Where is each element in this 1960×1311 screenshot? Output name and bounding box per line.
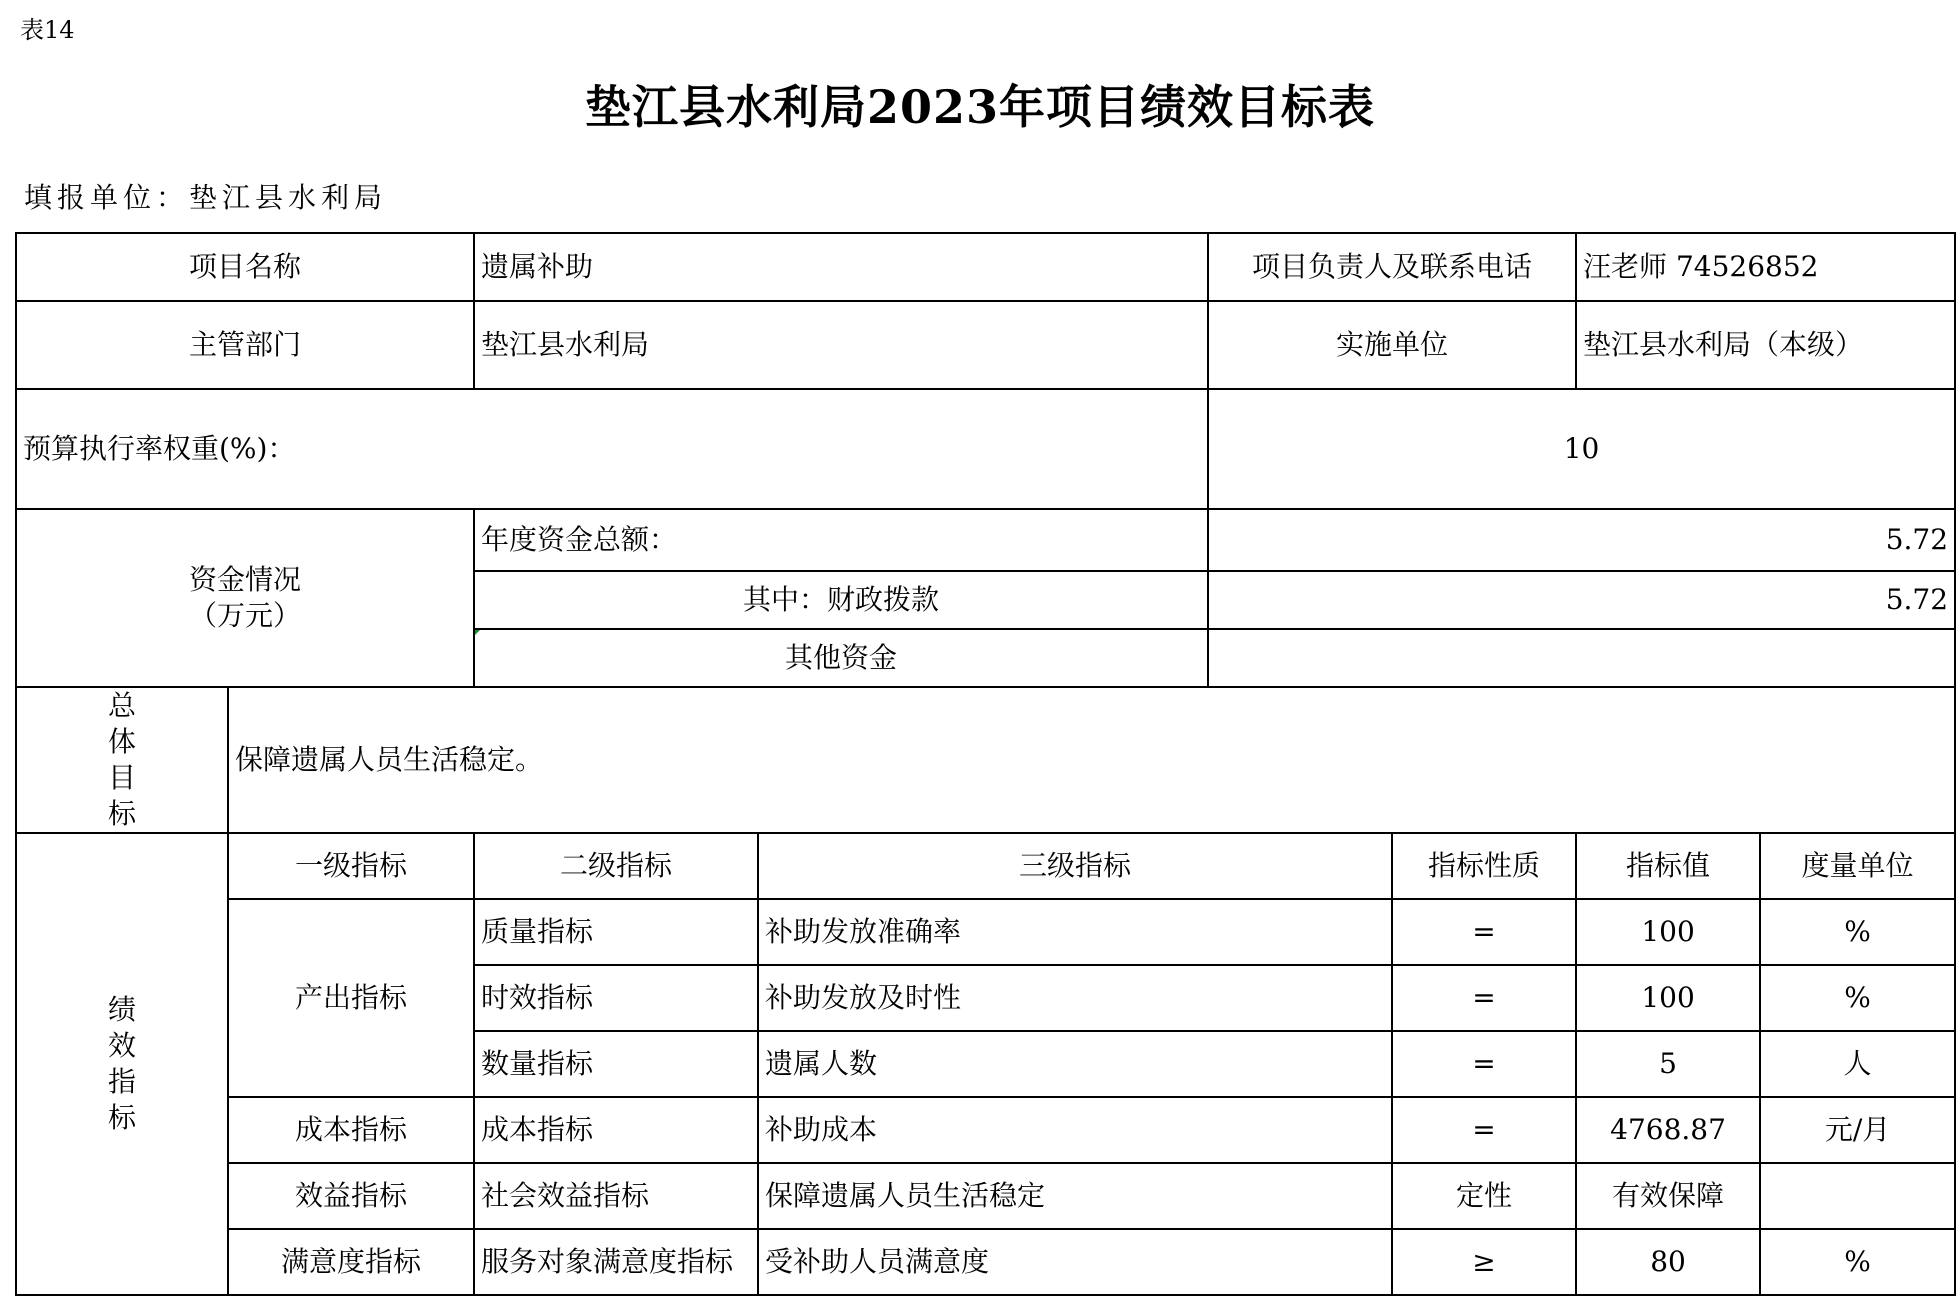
unit-cell: % (1760, 965, 1955, 1031)
nature-cell: = (1392, 965, 1576, 1031)
header-value: 指标值 (1576, 833, 1760, 899)
annual-total-label: 年度资金总额： (474, 509, 1208, 571)
group-output: 产出指标 (228, 899, 474, 1097)
table-number: 表14 (20, 16, 75, 44)
other-funds-value (1208, 629, 1955, 687)
nature-cell: = (1392, 1031, 1576, 1097)
perf-label-char: 标 (107, 1101, 136, 1134)
level2-cell: 服务对象满意度指标 (474, 1229, 758, 1295)
impl-unit-label: 实施单位 (1208, 301, 1576, 389)
value-cell: 有效保障 (1576, 1163, 1760, 1229)
level2-cell: 时效指标 (474, 965, 758, 1031)
level3-cell: 遗属人数 (758, 1031, 1392, 1097)
header-unit: 度量单位 (1760, 833, 1955, 899)
nature-cell: ≥ (1392, 1229, 1576, 1295)
value-cell: 4768.87 (1576, 1097, 1760, 1163)
other-funds-label: 其他资金 (474, 629, 1208, 687)
group-benefit: 效益指标 (228, 1163, 474, 1229)
value-cell: 5 (1576, 1031, 1760, 1097)
budget-rate-value: 10 (1208, 389, 1955, 509)
fiscal-value: 5.72 (1208, 571, 1955, 629)
unit-cell (1760, 1163, 1955, 1229)
row-budget-rate (16, 389, 1955, 509)
perf-label-char: 绩 (107, 993, 136, 1026)
perf-header-row (16, 833, 1955, 899)
perf-label-char: 指 (107, 1065, 136, 1098)
level3-cell: 补助成本 (758, 1097, 1392, 1163)
row-overall-goal (16, 687, 1955, 833)
value-cell: 100 (1576, 965, 1760, 1031)
funds-label-line2: （万元） (189, 599, 302, 632)
contact-label: 项目负责人及联系电话 (1208, 233, 1576, 301)
dept-label: 主管部门 (16, 301, 474, 389)
impl-unit-value: 垫江县水利局（本级） (1576, 301, 1955, 389)
overall-goal-value: 保障遗属人员生活稳定。 (228, 687, 1955, 833)
budget-rate-label: 预算执行率权重(%)： (16, 389, 1208, 509)
table-row (16, 1097, 1955, 1163)
unit-cell: % (1760, 1229, 1955, 1295)
overall-goal-label (16, 687, 228, 833)
group-satisfaction: 满意度指标 (228, 1229, 474, 1295)
level2-cell: 数量指标 (474, 1031, 758, 1097)
nature-cell: 定性 (1392, 1163, 1576, 1229)
row-annual-total (16, 509, 1955, 571)
goal-label-char: 标 (107, 797, 136, 830)
table-row (16, 1229, 1955, 1295)
level2-cell: 社会效益指标 (474, 1163, 758, 1229)
level3-cell: 补助发放及时性 (758, 965, 1392, 1031)
nature-cell: = (1392, 899, 1576, 965)
goal-label-char: 目 (107, 761, 136, 794)
page-title: 垫江县水利局2023年项目绩效目标表 (584, 80, 1376, 134)
header-level3: 三级指标 (758, 833, 1392, 899)
project-name-value: 遗属补助 (474, 233, 1208, 301)
reporting-unit: 填报单位：垫江县水利局 (24, 181, 388, 214)
table-row (16, 899, 1955, 965)
perf-side-label (16, 833, 228, 1295)
value-cell: 80 (1576, 1229, 1760, 1295)
annual-total-value: 5.72 (1208, 509, 1955, 571)
level3-cell: 补助发放准确率 (758, 899, 1392, 965)
group-cost: 成本指标 (228, 1097, 474, 1163)
unit-cell: 人 (1760, 1031, 1955, 1097)
goal-label-char: 体 (107, 725, 136, 758)
header-nature: 指标性质 (1392, 833, 1576, 899)
table-row (16, 1163, 1955, 1229)
level3-cell: 保障遗属人员生活稳定 (758, 1163, 1392, 1229)
row-project-name (16, 233, 1955, 301)
dept-value: 垫江县水利局 (474, 301, 1208, 389)
goal-label-char: 总 (107, 689, 136, 722)
funds-label (16, 509, 474, 687)
level2-cell: 成本指标 (474, 1097, 758, 1163)
header-level1: 一级指标 (228, 833, 474, 899)
project-name-label: 项目名称 (16, 233, 474, 301)
level2-cell: 质量指标 (474, 899, 758, 965)
header-level2: 二级指标 (474, 833, 758, 899)
nature-cell: = (1392, 1097, 1576, 1163)
level3-cell: 受补助人员满意度 (758, 1229, 1392, 1295)
performance-target-table (15, 232, 1956, 1296)
unit-cell: % (1760, 899, 1955, 965)
row-department (16, 301, 1955, 389)
funds-label-line1: 资金情况 (189, 563, 302, 596)
value-cell: 100 (1576, 899, 1760, 965)
unit-cell: 元/月 (1760, 1097, 1955, 1163)
perf-label-char: 效 (107, 1029, 136, 1062)
fiscal-label: 其中：财政拨款 (474, 571, 1208, 629)
contact-value: 汪老师 74526852 (1576, 233, 1955, 301)
